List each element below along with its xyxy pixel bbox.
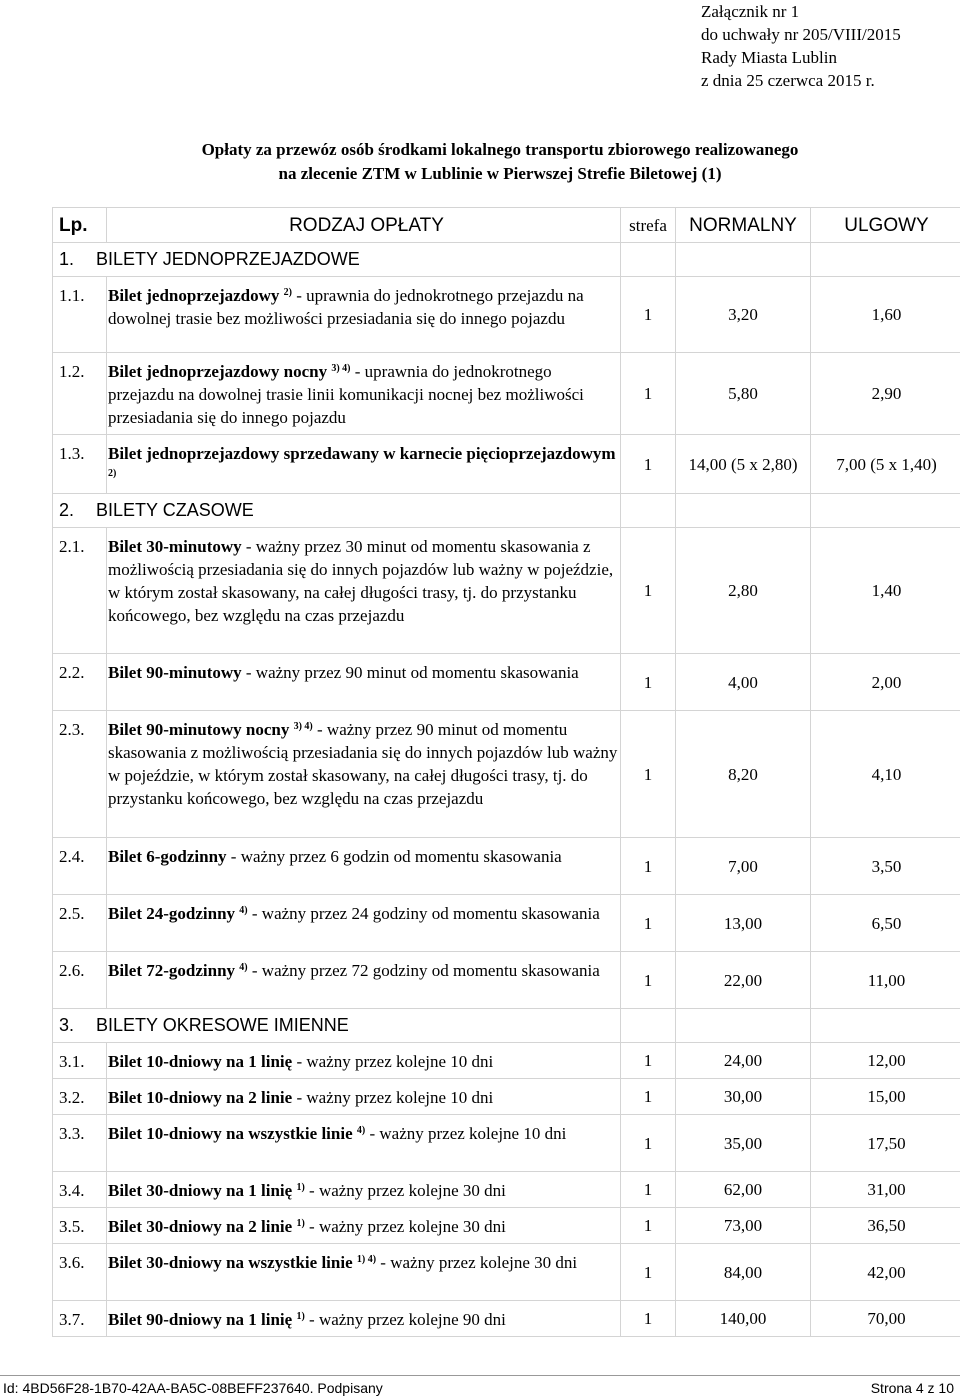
reduced-price: 1,60 (811, 277, 960, 353)
row-description (107, 654, 621, 711)
row-number: 3.4. (53, 1172, 107, 1208)
empty-cell (811, 1009, 960, 1043)
section-heading (53, 494, 621, 528)
footnote-ref: 2) (108, 468, 116, 479)
row-description (107, 838, 621, 895)
table-row (53, 435, 960, 494)
section-label: BILETY JEDNOPRZEJAZDOWE (96, 249, 360, 269)
attachment-line-1: Załącznik nr 1 (701, 0, 951, 23)
ticket-desc: - ważny przez kolejne 30 dni (305, 1217, 506, 1236)
row-number: 2.1. (53, 528, 107, 654)
ticket-desc: - ważny przez kolejne 10 dni (292, 1052, 493, 1071)
normal-price: 7,00 (676, 838, 811, 895)
row-description (107, 1172, 621, 1208)
row-number: 3.2. (53, 1079, 107, 1115)
ticket-name: Bilet 30-dniowy na 1 linię (108, 1181, 292, 1200)
ticket-name: Bilet 30-minutowy (108, 537, 242, 556)
row-description (107, 1208, 621, 1244)
empty-cell (676, 1009, 811, 1043)
normal-price: 30,00 (676, 1079, 811, 1115)
reduced-price: 42,00 (811, 1244, 960, 1301)
row-description (107, 1043, 621, 1079)
fee-table (52, 207, 960, 1337)
footnote-ref: 2) (284, 287, 292, 298)
section-number: 3. (59, 1014, 96, 1037)
section-label: BILETY CZASOWE (96, 500, 254, 520)
reduced-price: 1,40 (811, 528, 960, 654)
ticket-name: Bilet jednoprzejazdowy sprzedawany w karnecie pięcioprzejazdowym (108, 444, 616, 463)
reduced-price: 31,00 (811, 1172, 960, 1208)
row-number: 1.3. (53, 435, 107, 494)
normal-price: 140,00 (676, 1301, 811, 1337)
reduced-price: 12,00 (811, 1043, 960, 1079)
row-number: 2.6. (53, 952, 107, 1009)
ticket-desc: - ważny przez 90 minut od momentu skasowania (242, 663, 579, 682)
document-id: Id: 4BD56F28-1B70-42AA-BA5C-08BEFF237640. Podpisany (3, 1378, 383, 1399)
zone-value: 1 (621, 277, 676, 353)
zone-value: 1 (621, 952, 676, 1009)
header-type: RODZAJ OPŁATY (107, 208, 621, 243)
row-number: 2.5. (53, 895, 107, 952)
normal-price: 2,80 (676, 528, 811, 654)
row-number: 2.3. (53, 711, 107, 838)
attachment-line-3: Rady Miasta Lublin (701, 46, 951, 69)
reduced-price: 6,50 (811, 895, 960, 952)
table-row (53, 1301, 960, 1337)
ticket-desc: - ważny przez 30 minut od momentu skasowania z możliwością przesiadania się do innych pojazdów lub ważny w pojeździe, w którym został skasowany, na całej długości trasy, tj. do przystanku końcowego, bez względu na czas przejazdu (108, 537, 613, 625)
row-description (107, 528, 621, 654)
ticket-desc: - ważny przez kolejne 10 dni (365, 1124, 566, 1143)
zone-value: 1 (621, 1172, 676, 1208)
row-number: 1.2. (53, 353, 107, 435)
ticket-desc: - uprawnia do jednokrotnego przejazdu na dowolnej trasie bez możliwości przesiadania się do innego pojazdu (108, 286, 584, 328)
page-footer (0, 1375, 960, 1397)
row-description (107, 277, 621, 353)
normal-price: 35,00 (676, 1115, 811, 1172)
zone-value: 1 (621, 711, 676, 838)
zone-value: 1 (621, 1115, 676, 1172)
attachment-header (701, 0, 951, 92)
attachment-line-4: z dnia 25 czerwca 2015 r. (701, 69, 951, 92)
footnote-ref: 1) 4) (357, 1254, 376, 1265)
row-number: 3.5. (53, 1208, 107, 1244)
ticket-desc: - ważny przez kolejne 30 dni (305, 1181, 506, 1200)
page-number: Strona 4 z 10 (871, 1378, 954, 1399)
table-row (53, 1043, 960, 1079)
reduced-price: 15,00 (811, 1079, 960, 1115)
table-row (53, 277, 960, 353)
row-description (107, 1301, 621, 1337)
reduced-price: 36,50 (811, 1208, 960, 1244)
title-line-2: na zlecenie ZTM w Lublinie w Pierwszej Strefie Biletowej (1) (0, 162, 960, 186)
row-description (107, 353, 621, 435)
ticket-name: Bilet 10-dniowy na 1 linię (108, 1052, 292, 1071)
ticket-name: Bilet 10-dniowy na wszystkie linie (108, 1124, 353, 1143)
row-number: 3.6. (53, 1244, 107, 1301)
header-zone: strefa (621, 208, 676, 243)
footnote-ref: 4) (239, 962, 247, 973)
reduced-price: 11,00 (811, 952, 960, 1009)
section-row (53, 243, 960, 277)
title-line-1: Opłaty za przewóz osób środkami lokalnego transportu zbiorowego realizowanego (0, 138, 960, 162)
section-row (53, 1009, 960, 1043)
table-row (53, 528, 960, 654)
table-header-row (53, 208, 960, 243)
ticket-name: Bilet 24-godzinny (108, 904, 235, 923)
zone-value: 1 (621, 1244, 676, 1301)
zone-value: 1 (621, 838, 676, 895)
section-number: 1. (59, 248, 96, 271)
ticket-desc: - ważny przez 24 godziny od momentu skasowania (248, 904, 600, 923)
table-row (53, 654, 960, 711)
reduced-price: 70,00 (811, 1301, 960, 1337)
zone-value: 1 (621, 1208, 676, 1244)
footnote-ref: 3) 4) (294, 721, 313, 732)
reduced-price: 3,50 (811, 838, 960, 895)
footnote-ref: 1) (296, 1311, 304, 1322)
row-description (107, 1115, 621, 1172)
empty-cell (621, 243, 676, 277)
normal-price: 73,00 (676, 1208, 811, 1244)
normal-price: 5,80 (676, 353, 811, 435)
row-number: 2.2. (53, 654, 107, 711)
table-row (53, 895, 960, 952)
table-row (53, 1208, 960, 1244)
ticket-desc: - ważny przez kolejne 30 dni (376, 1253, 577, 1272)
ticket-desc: - uprawnia do jednokrotnego przejazdu na dowolnej trasie linii komunikacji nocnej bez możliwości przesiadania się do innego pojazdu (108, 362, 584, 427)
footnote-ref: 4) (357, 1125, 365, 1136)
ticket-name: Bilet 6-godzinny (108, 847, 227, 866)
attachment-line-2: do uchwały nr 205/VIII/2015 (701, 23, 951, 46)
footnote-ref: 1) (296, 1182, 304, 1193)
table-row (53, 1244, 960, 1301)
row-number: 3.7. (53, 1301, 107, 1337)
ticket-name: Bilet 72-godzinny (108, 961, 235, 980)
table-row (53, 838, 960, 895)
row-description (107, 895, 621, 952)
empty-cell (811, 494, 960, 528)
table-row (53, 711, 960, 838)
ticket-desc: - ważny przez 6 godzin od momentu skasowania (227, 847, 562, 866)
ticket-desc: - ważny przez 72 godziny od momentu skasowania (248, 961, 600, 980)
ticket-name: Bilet 90-minutowy nocny (108, 720, 289, 739)
table-row (53, 1079, 960, 1115)
ticket-desc: - ważny przez 90 minut od momentu skasowania z możliwością przesiadania się do innych pojazdów lub ważny w pojeździe, w którym został skasowany, na całej długości trasy, tj. do przystanku końcowego, bez względu na czas przejazdu (108, 720, 617, 808)
reduced-price: 2,00 (811, 654, 960, 711)
section-label: BILETY OKRESOWE IMIENNE (96, 1015, 349, 1035)
row-number: 3.3. (53, 1115, 107, 1172)
normal-price: 8,20 (676, 711, 811, 838)
table-row (53, 1115, 960, 1172)
normal-price: 84,00 (676, 1244, 811, 1301)
ticket-name: Bilet jednoprzejazdowy (108, 286, 279, 305)
header-normal: NORMALNY (676, 208, 811, 243)
normal-price: 24,00 (676, 1043, 811, 1079)
row-description (107, 435, 621, 494)
section-number: 2. (59, 499, 96, 522)
empty-cell (676, 243, 811, 277)
empty-cell (621, 494, 676, 528)
footnote-ref: 4) (239, 905, 247, 916)
header-reduced: ULGOWY (811, 208, 960, 243)
empty-cell (811, 243, 960, 277)
row-number: 3.1. (53, 1043, 107, 1079)
document-title (0, 138, 960, 186)
ticket-name: Bilet 10-dniowy na 2 linie (108, 1088, 292, 1107)
reduced-price: 4,10 (811, 711, 960, 838)
zone-value: 1 (621, 528, 676, 654)
header-lp: Lp. (53, 208, 107, 243)
section-row (53, 494, 960, 528)
row-number: 2.4. (53, 838, 107, 895)
ticket-name: Bilet 30-dniowy na wszystkie linie (108, 1253, 353, 1272)
zone-value: 1 (621, 1301, 676, 1337)
zone-value: 1 (621, 353, 676, 435)
empty-cell (621, 1009, 676, 1043)
normal-price: 22,00 (676, 952, 811, 1009)
ticket-desc: - ważny przez kolejne 90 dni (305, 1310, 506, 1329)
row-description (107, 952, 621, 1009)
reduced-price: 2,90 (811, 353, 960, 435)
section-heading (53, 1009, 621, 1043)
empty-cell (676, 494, 811, 528)
row-description (107, 1244, 621, 1301)
row-number: 1.1. (53, 277, 107, 353)
reduced-price: 17,50 (811, 1115, 960, 1172)
normal-price: 14,00 (5 x 2,80) (676, 435, 811, 494)
zone-value: 1 (621, 895, 676, 952)
normal-price: 4,00 (676, 654, 811, 711)
normal-price: 3,20 (676, 277, 811, 353)
reduced-price: 7,00 (5 x 1,40) (811, 435, 960, 494)
ticket-desc: - ważny przez kolejne 10 dni (292, 1088, 493, 1107)
footnote-ref: 1) (296, 1218, 304, 1229)
ticket-name: Bilet jednoprzejazdowy nocny (108, 362, 327, 381)
row-description (107, 1079, 621, 1115)
ticket-name: Bilet 90-dniowy na 1 linię (108, 1310, 292, 1329)
zone-value: 1 (621, 1079, 676, 1115)
ticket-name: Bilet 30-dniowy na 2 linie (108, 1217, 292, 1236)
zone-value: 1 (621, 1043, 676, 1079)
normal-price: 62,00 (676, 1172, 811, 1208)
table-row (53, 1172, 960, 1208)
row-description (107, 711, 621, 838)
normal-price: 13,00 (676, 895, 811, 952)
zone-value: 1 (621, 654, 676, 711)
zone-value: 1 (621, 435, 676, 494)
table-row (53, 952, 960, 1009)
table-row (53, 353, 960, 435)
footnote-ref: 3) 4) (331, 363, 350, 374)
ticket-name: Bilet 90-minutowy (108, 663, 242, 682)
section-heading (53, 243, 621, 277)
